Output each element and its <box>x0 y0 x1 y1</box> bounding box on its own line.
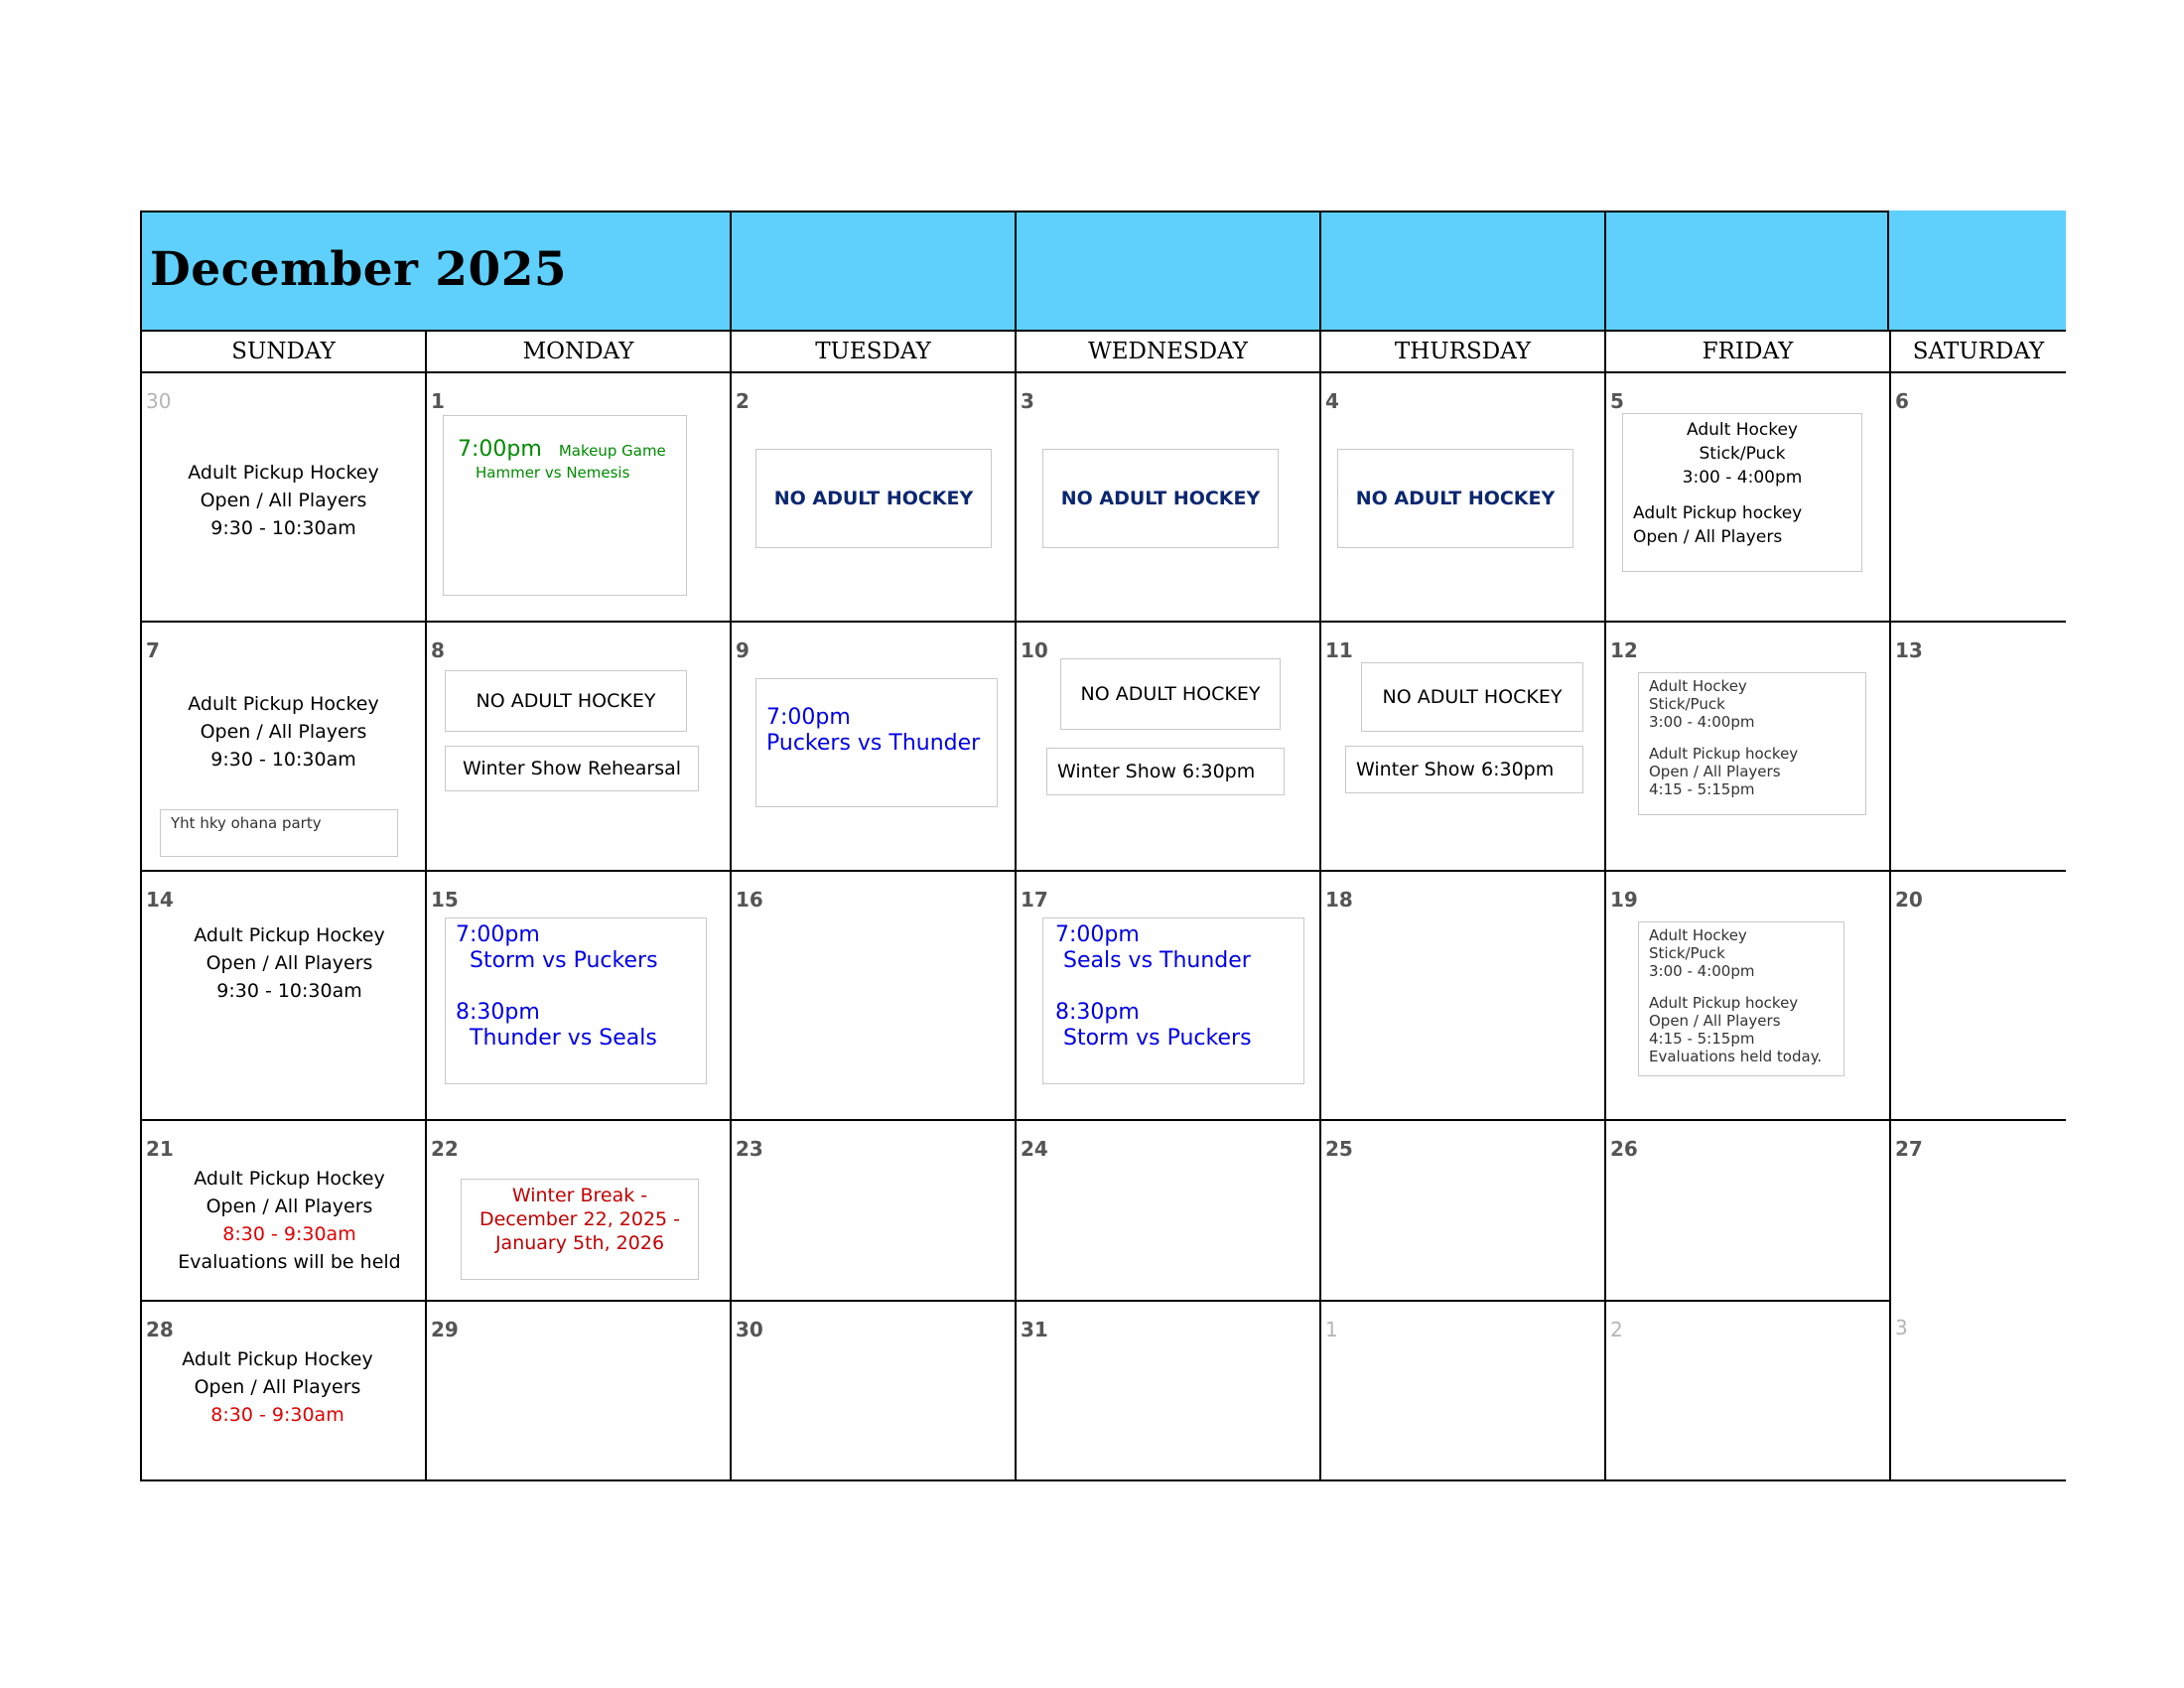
day-cell[interactable] <box>1889 1119 2066 1300</box>
event-text: Adult Pickup Hockey Open / All Players 9:30 - 10:30am <box>188 462 379 539</box>
event-box[interactable] <box>1042 917 1304 1084</box>
day-cell[interactable] <box>1889 1300 2066 1481</box>
day-cell[interactable] <box>140 1300 425 1481</box>
header-band <box>1889 211 2066 330</box>
day-cell[interactable] <box>1604 1300 1889 1481</box>
day-number: 31 <box>1021 1318 1048 1341</box>
day-cell[interactable] <box>1604 371 1889 621</box>
day-number: 22 <box>431 1137 459 1161</box>
calendar <box>140 211 2066 1481</box>
header-band-title <box>140 211 730 330</box>
day-cell[interactable] <box>1319 621 1604 870</box>
event-box[interactable] <box>443 415 687 596</box>
winter-break-notice: Winter Break - December 22, 2025 - January 5th, 2026 <box>461 1179 699 1280</box>
day-number: 18 <box>1325 888 1353 912</box>
event-match: Puckers vs Thunder <box>766 731 981 756</box>
no-hockey-notice: NO ADULT HOCKEY <box>1361 662 1583 732</box>
day-cell[interactable] <box>1015 1300 1319 1481</box>
day-cell[interactable] <box>1015 870 1319 1119</box>
day-number: 2 <box>736 389 750 413</box>
day-number: 9 <box>736 638 750 662</box>
day-number: 29 <box>431 1318 459 1341</box>
dow-wednesday: WEDNESDAY <box>1015 330 1319 371</box>
event-match: Thunder vs Seals <box>470 1026 657 1051</box>
no-hockey-notice: NO ADULT HOCKEY <box>1042 449 1279 548</box>
day-number: 16 <box>736 888 763 912</box>
event-box[interactable]: Adult Hockey Stick/Puck 3:00 - 4:00pm Adult Pickup hockey Open / All Players 4:15 - 5:15pm Evaluations held today. <box>1638 921 1844 1076</box>
day-number: 21 <box>146 1137 174 1161</box>
day-number: 1 <box>431 389 445 413</box>
event-box[interactable]: Adult Hockey Stick/Puck 3:00 - 4:00pm Adult Pickup hockey Open / All Players 4:15 - 5:15pm <box>1638 672 1866 815</box>
day-number: 8 <box>431 638 445 662</box>
day-number: 2 <box>1610 1318 1623 1341</box>
day-number: 4 <box>1325 389 1339 413</box>
dow-tuesday: TUESDAY <box>730 330 1015 371</box>
event-time: 8:30 - 9:30am <box>210 1404 344 1426</box>
day-cell[interactable] <box>425 371 730 621</box>
day-number: 3 <box>1895 1316 1908 1339</box>
event-text: Adult Pickup Hockey Open / All Players 9:30 - 10:30am <box>194 924 385 1002</box>
event-box[interactable]: Winter Show Rehearsal <box>445 746 699 791</box>
day-number: 3 <box>1021 389 1034 413</box>
day-cell[interactable] <box>1604 870 1889 1119</box>
event-text: Adult Pickup Hockey Open / All Players 8:30 - 9:30am Evaluations will be held <box>148 1165 431 1276</box>
day-cell[interactable] <box>140 371 425 621</box>
day-cell[interactable] <box>140 621 425 870</box>
day-cell[interactable] <box>1889 371 2066 621</box>
event-time: 7:00pm <box>458 437 542 462</box>
day-number: 15 <box>431 888 459 912</box>
day-cell[interactable] <box>425 621 730 870</box>
day-number: 17 <box>1021 888 1048 912</box>
month-title: December 2025 <box>150 242 568 297</box>
day-cell[interactable] <box>1889 870 2066 1119</box>
event-time: 8:30 - 9:30am <box>222 1223 356 1245</box>
day-number: 28 <box>146 1318 174 1341</box>
day-number: 20 <box>1895 888 1923 912</box>
day-number: 24 <box>1021 1137 1048 1161</box>
dow-thursday: THURSDAY <box>1319 330 1604 371</box>
day-cell[interactable] <box>140 1119 425 1300</box>
no-hockey-notice: NO ADULT HOCKEY <box>445 670 687 732</box>
event-box[interactable]: Adult Hockey Stick/Puck 3:00 - 4:00pm Adult Pickup hockey Open / All Players <box>1622 413 1862 572</box>
header-band <box>1604 211 1889 330</box>
day-cell[interactable] <box>730 870 1015 1119</box>
day-cell[interactable] <box>1319 1300 1604 1481</box>
event-text: Adult Pickup Hockey Open / All Players 9:30 - 10:30am <box>188 693 379 771</box>
event-match: Hammer vs Nemesis <box>476 464 630 482</box>
event-box[interactable]: Winter Show 6:30pm <box>1345 746 1583 793</box>
day-cell[interactable] <box>730 1119 1015 1300</box>
day-cell[interactable] <box>140 870 425 1119</box>
dow-friday: FRIDAY <box>1604 330 1889 371</box>
day-cell[interactable] <box>1319 870 1604 1119</box>
day-cell[interactable] <box>730 371 1015 621</box>
day-cell[interactable] <box>730 621 1015 870</box>
day-number: 27 <box>1895 1137 1923 1161</box>
event-time: 7:00pm <box>456 922 540 947</box>
day-cell[interactable] <box>1319 371 1604 621</box>
header-band <box>1015 211 1319 330</box>
day-number: 5 <box>1610 389 1624 413</box>
no-hockey-notice: NO ADULT HOCKEY <box>1337 449 1573 548</box>
header-band <box>1319 211 1604 330</box>
day-cell[interactable] <box>425 1119 730 1300</box>
day-number: 11 <box>1325 638 1353 662</box>
event-match: Seals vs Thunder <box>1063 948 1251 973</box>
day-cell[interactable] <box>425 1300 730 1481</box>
day-cell[interactable] <box>1604 621 1889 870</box>
day-number: 13 <box>1895 638 1923 662</box>
day-cell[interactable] <box>1015 371 1319 621</box>
day-number: 14 <box>146 888 174 912</box>
day-cell[interactable] <box>1889 621 2066 870</box>
event-text: Adult Pickup Hockey Open / All Players 8:30 - 9:30am <box>136 1345 419 1429</box>
day-cell[interactable] <box>1015 1119 1319 1300</box>
no-hockey-notice: NO ADULT HOCKEY <box>1060 658 1281 730</box>
event-time: 7:00pm <box>1055 922 1140 947</box>
day-number: 10 <box>1021 638 1048 662</box>
event-title: Makeup Game <box>558 442 666 460</box>
day-number: 26 <box>1610 1137 1638 1161</box>
event-box[interactable]: Winter Show 6:30pm <box>1046 748 1285 795</box>
day-number: 30 <box>146 389 172 413</box>
event-box[interactable]: Yht hky ohana party <box>160 809 398 857</box>
day-number: 6 <box>1895 389 1909 413</box>
event-time: 8:30pm <box>456 1000 540 1025</box>
day-number: 1 <box>1325 1318 1338 1341</box>
event-box[interactable] <box>755 678 998 807</box>
day-cell[interactable] <box>1015 621 1319 870</box>
day-cell[interactable] <box>1604 1119 1889 1300</box>
no-hockey-notice: NO ADULT HOCKEY <box>755 449 992 548</box>
dow-saturday: SATURDAY <box>1889 330 2066 371</box>
day-number: 12 <box>1610 638 1638 662</box>
day-number: 7 <box>146 638 160 662</box>
event-time: 8:30pm <box>1055 1000 1140 1025</box>
day-cell[interactable] <box>730 1300 1015 1481</box>
day-cell[interactable] <box>1319 1119 1604 1300</box>
event-time: 7:00pm <box>766 705 851 730</box>
day-number: 19 <box>1610 888 1638 912</box>
header-band <box>730 211 1015 330</box>
day-number: 23 <box>736 1137 763 1161</box>
day-cell[interactable] <box>425 870 730 1119</box>
event-box[interactable] <box>445 917 707 1084</box>
day-number: 25 <box>1325 1137 1353 1161</box>
dow-monday: MONDAY <box>425 330 730 371</box>
event-match: Storm vs Puckers <box>470 948 658 973</box>
event-match: Storm vs Puckers <box>1063 1026 1252 1051</box>
day-number: 30 <box>736 1318 763 1341</box>
dow-sunday: SUNDAY <box>140 330 425 371</box>
